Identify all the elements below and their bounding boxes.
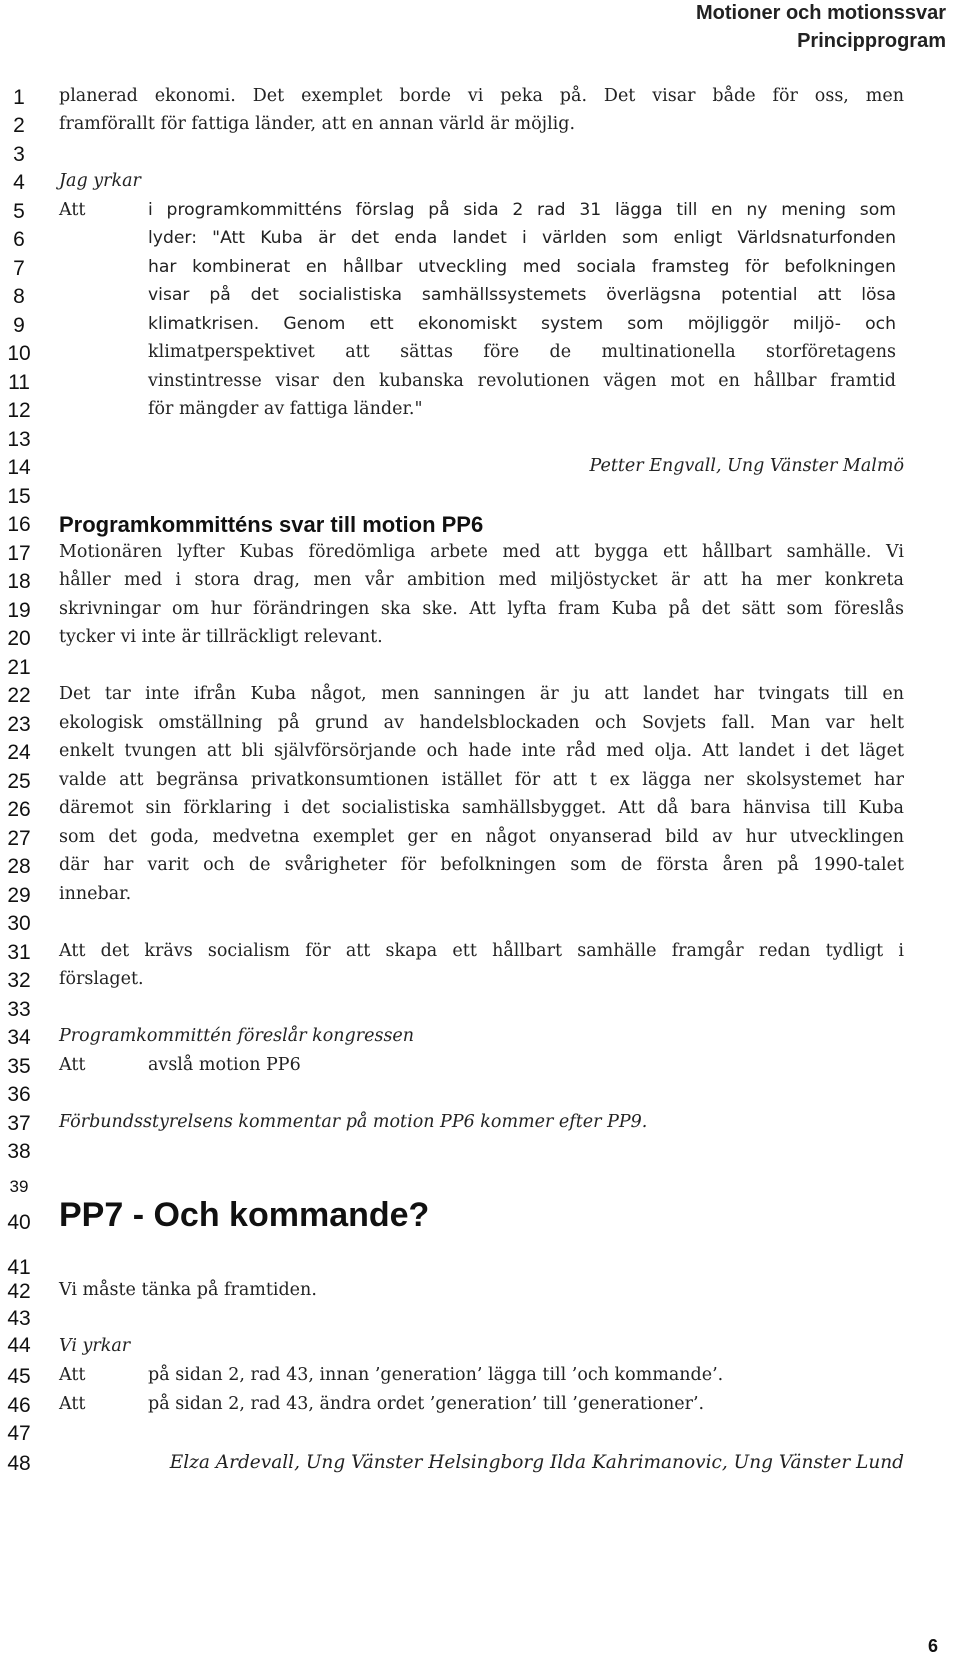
line-number: 4 [13, 171, 25, 194]
text-line: Det tar inte ifrån Kuba något, men sanningen är ju att landet har tvingats till en [59, 684, 904, 704]
line-number: 42 [7, 1280, 31, 1303]
line-number: 10 [7, 342, 31, 365]
att-label: Att [59, 1394, 86, 1414]
proposal-text: avslå motion PP6 [148, 1055, 301, 1075]
line-number: 16 [7, 513, 31, 536]
proposal-label: Programkommittén föreslår kongressen [59, 1026, 415, 1046]
line-number: 18 [7, 570, 31, 593]
line-number: 26 [7, 798, 31, 821]
line-number: 32 [7, 969, 31, 992]
page-number: 6 [927, 1636, 938, 1656]
header-subtitle: Principprogram [797, 30, 946, 52]
line-number: 7 [13, 257, 25, 280]
signature: Elza Ardevall, Ung Vänster Helsingborg Ilda Kahrimanovic, Ung Vänster Lund [169, 1452, 904, 1473]
line-number: 1 [13, 86, 25, 109]
line-number: 8 [13, 285, 25, 308]
yrkar-label: Vi yrkar [59, 1336, 131, 1356]
line-number: 31 [7, 941, 31, 964]
text-line: valde att begränsa privatkonsumtionen istället för att t ex lägga ner skolsystemet har [59, 770, 904, 790]
line-number: 46 [7, 1394, 31, 1417]
text-line: för mängder av fattiga länder." [148, 399, 423, 419]
text-line: där har varit och de svårigheter för befolkningen som de första åren på 1990-talet [59, 855, 904, 875]
line-number: 47 [7, 1422, 31, 1445]
line-number: 25 [7, 770, 31, 793]
line-number: 48 [7, 1452, 31, 1475]
line-number: 20 [7, 627, 31, 650]
line-number: 40 [7, 1211, 31, 1234]
text-line: skrivningar om hur förändringen ska ske. Att lyfta fram Kuba på det sätt som föreslås [59, 599, 904, 619]
line-number: 29 [7, 884, 31, 907]
header-title: Motioner och motionssvar [695, 2, 946, 24]
line-number: 30 [7, 912, 31, 935]
text-line: har kombinerat en hållbar utveckling med sociala framsteg för befolkningen [148, 257, 896, 277]
line-number: 45 [7, 1365, 31, 1388]
text-line: i programkommitténs förslag på sida 2 rad 31 lägga till en ny mening som [148, 200, 896, 220]
text-line: planerad ekonomi. Det exemplet borde vi peka på. Det visar både för oss, men [59, 86, 904, 106]
text-line: klimatperspektivet att sättas före de multinationella storföretagens [148, 342, 896, 362]
line-number: 19 [7, 599, 31, 622]
line-number: 43 [7, 1307, 31, 1330]
line-number: 5 [13, 200, 25, 223]
text-line: framförallt för fattiga länder, att en annan värld är möjlig. [59, 114, 576, 134]
section-heading: Programkommitténs svar till motion PP6 [59, 512, 484, 537]
line-number: 27 [7, 827, 31, 850]
line-number: 3 [13, 143, 25, 166]
line-number: 33 [7, 998, 31, 1021]
text-line: tycker vi inte är tillräckligt relevant. [59, 627, 383, 647]
line-number: 21 [7, 656, 31, 679]
line-number: 11 [8, 371, 30, 394]
text-line: förslaget. [59, 969, 144, 989]
line-number: 2 [13, 114, 25, 137]
text-line: håller med i stora drag, men vår ambition med miljöstycket är att ha mer konkreta [59, 570, 904, 590]
board-comment: Förbundsstyrelsens kommentar på motion PP6 kommer efter PP9. [59, 1112, 648, 1132]
text-line: däremot sin förklaring i det socialistiska samhällsbygget. Att då bara hänvisa till Kuba [59, 798, 904, 818]
line-number: 28 [7, 855, 31, 878]
line-number: 23 [7, 713, 31, 736]
line-number: 39 [9, 1177, 29, 1196]
line-number: 34 [7, 1026, 31, 1049]
motion-heading: PP7 - Och kommande? [59, 1196, 430, 1234]
line-number: 38 [7, 1140, 31, 1163]
yrkar-label: Jag yrkar [59, 171, 141, 191]
text-line: enkelt tvungen att bli självförsörjande och hade inte råd med olja. Att landet i det läget [59, 741, 904, 761]
line-number: 17 [7, 542, 31, 565]
text-line: lyder: "Att Kuba är det enda landet i världen som enligt Världsnaturfonden [148, 228, 896, 248]
line-number: 41 [7, 1256, 31, 1279]
line-number: 37 [7, 1112, 31, 1135]
att-label: Att [59, 200, 86, 220]
line-number: 15 [7, 485, 31, 508]
signature: Petter Engvall, Ung Vänster Malmö [589, 456, 904, 476]
line-number: 9 [13, 314, 25, 337]
text-line: vinstintresse visar den kubanska revolutionen vägen mot en hållbar framtid [148, 371, 896, 391]
text-line: på sidan 2, rad 43, ändra ordet ’generation’ till ’generationer’. [148, 1394, 705, 1414]
text-line: visar på det socialistiska samhällssystemets överlägsna potential att lösa [148, 285, 896, 305]
text-line: ekologisk omställning på grund av handelsblockaden och Sovjets fall. Man var helt [59, 713, 904, 733]
line-number: 12 [7, 399, 31, 422]
line-number: 36 [7, 1083, 31, 1106]
text-line: Att det krävs socialism för att skapa ett hållbart samhälle framgår redan tydligt i [59, 941, 904, 961]
line-number: 35 [7, 1055, 31, 1078]
text-line: som det goda, medvetna exemplet ger en något onyanserad bild av hur utvecklingen [59, 827, 904, 847]
text-line: på sidan 2, rad 43, innan ’generation’ lägga till ’och kommande’. [148, 1365, 724, 1385]
line-number: 24 [7, 741, 31, 764]
line-number: 44 [7, 1334, 31, 1357]
att-label: Att [59, 1365, 86, 1385]
line-number: 22 [7, 684, 31, 707]
text-line: innebar. [59, 884, 132, 904]
text-line: klimatkrisen. Genom ett ekonomiskt system som möjliggör miljö- och [148, 314, 896, 334]
line-number: 14 [7, 456, 31, 479]
line-number: 6 [13, 228, 25, 251]
line-number: 13 [7, 428, 31, 451]
att-label: Att [59, 1055, 86, 1075]
text-line: Motionären lyfter Kubas föredömliga arbete med att bygga ett hållbart samhälle. Vi [59, 542, 904, 562]
text-line: Vi måste tänka på framtiden. [59, 1280, 317, 1300]
